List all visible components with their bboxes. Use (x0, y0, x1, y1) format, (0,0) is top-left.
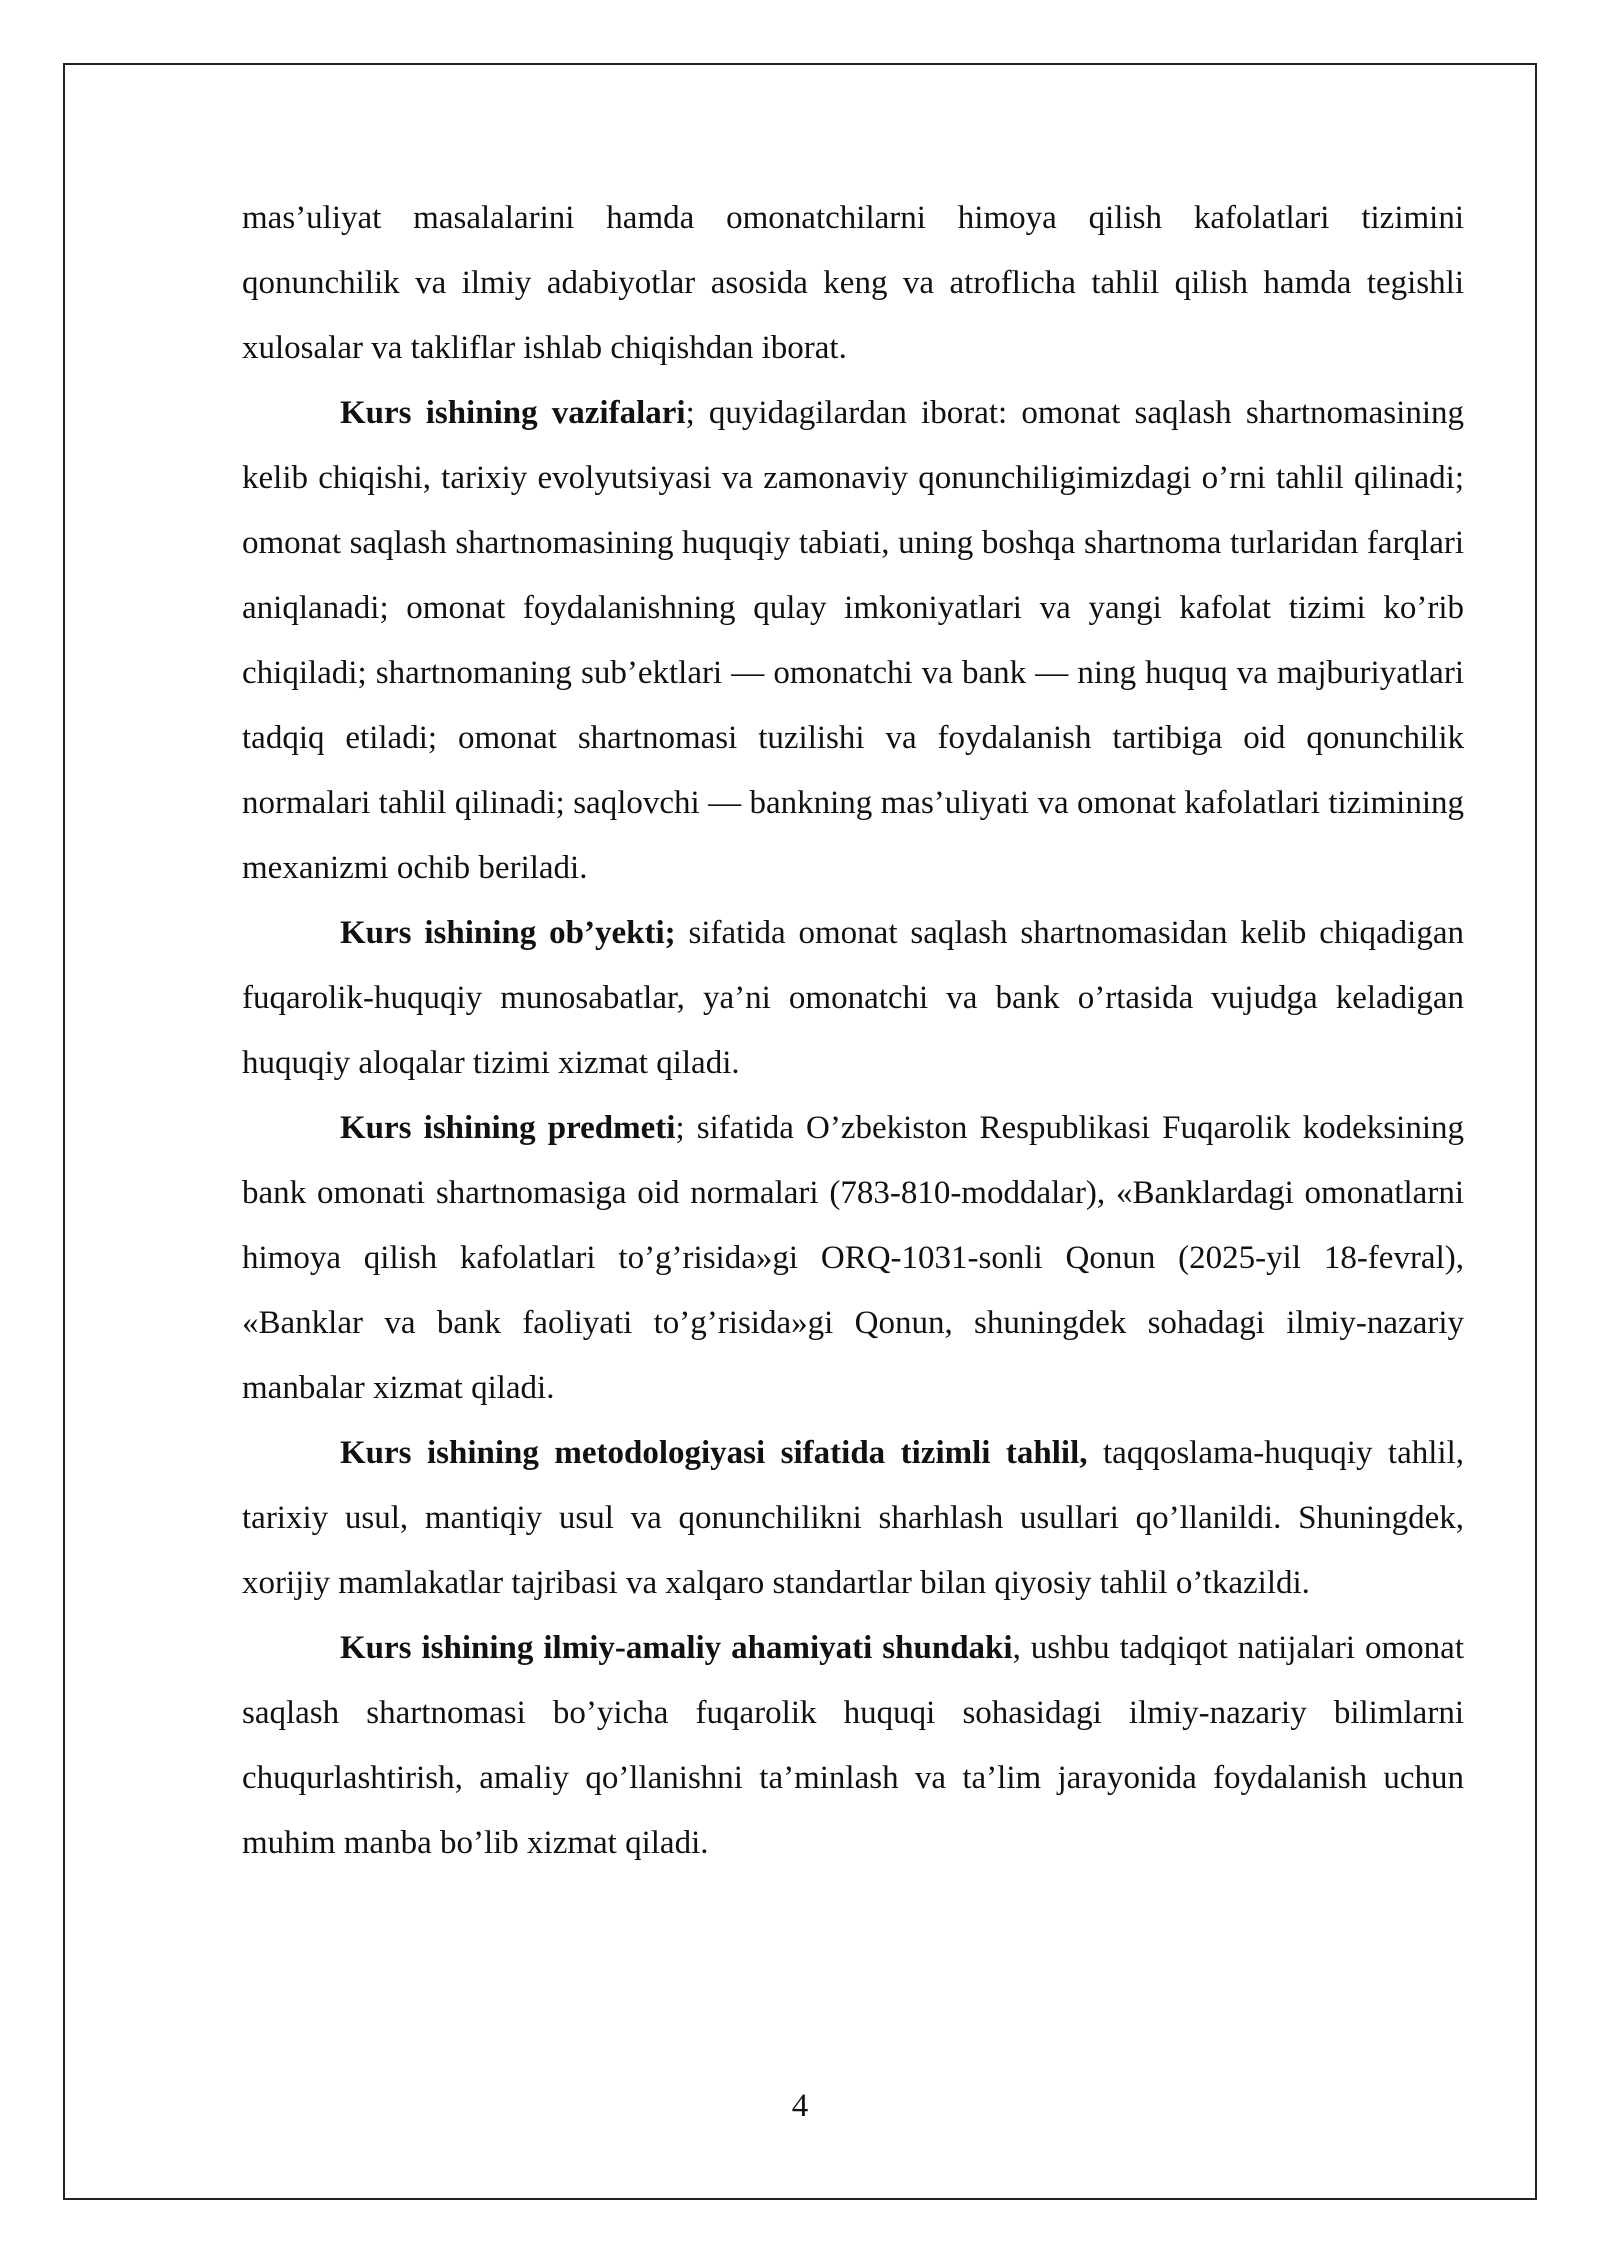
paragraph-significance: Kurs ishining ilmiy-amaliy ahamiyati shundaki, ushbu tadqiqot natijalari omonat saqlash shartnomasi bo’yicha fuqarolik huquqi sohasidagi ilmiy-nazariy bilimlarni chuqurlashtirish, amaliy qo’llanishni ta’minlash va ta’lim jarayonida foydalanish uchun muhim manba bo’lib xizmat qiladi. (242, 1630, 1464, 1861)
paragraph-heading: Kurs ishining metodologiyasi sifatida tizimli tahlil, (340, 1435, 1088, 1471)
paragraph-heading: Kurs ishining predmeti (340, 1110, 676, 1146)
page-number: 4 (791, 2088, 809, 2124)
paragraph-heading: Kurs ishining ilmiy-amaliy ahamiyati shundaki (340, 1630, 1013, 1666)
paragraph-heading: Kurs ishining ob’yekti; (340, 915, 676, 951)
paragraph-methodology: Kurs ishining metodologiyasi sifatida tizimli tahlil, taqqoslama-huquqiy tahlil, tarixiy usul, mantiqiy usul va qonunchilikni sharhlash usullari qo’llanildi. Shuningdek, xorijiy mamlakatlar tajribasi va xalqaro standartlar bilan qiyosiy tahlil o’tkazildi. (242, 1435, 1464, 1601)
paragraph-purpose-continuation: mas’uliyat masalalarini hamda omonatchilarni himoya qilish kafolatlari tizimini qonunchilik va ilmiy adabiyotlar asosida keng va atroflicha tahlil qilish hamda tegishli xulosalar va takliflar ishlab chiqishdan iborat. (242, 200, 1464, 366)
document-body (242, 186, 1464, 1876)
paragraph-heading: Kurs ishining vazifalari (340, 395, 686, 431)
paragraph-object: Kurs ishining ob’yekti; sifatida omonat saqlash shartnomasidan kelib chiqadigan fuqarolik-huquqiy munosabatlar, ya’ni omonatchi va bank o’rtasida vujudga keladigan huquqiy aloqalar tizimi xizmat qiladi. (242, 915, 1464, 1081)
paragraph-tasks: Kurs ishining vazifalari; quyidagilardan iborat: omonat saqlash shartnomasining kelib chiqishi, tarixiy evolyutsiyasi va zamonaviy qonunchiligimizdagi o’rni tahlil qilinadi; omonat saqlash shartnomasining huquqiy tabiati, uning boshqa shartnoma turlaridan farqlari aniqlanadi; omonat foydalanishning qulay imkoniyatlari va yangi kafolat tizimi ko’rib chiqiladi; shartnomaning sub’ektlari — omonatchi va bank — ning huquq va majburiyatlari tadqiq etiladi; omonat shartnomasi tuzilishi va foydalanish tartibiga oid qonunchilik normalari tahlil qilinadi; saqlovchi — bankning mas’uliyati va omonat kafolatlari tizimining mexanizmi ochib beriladi. (242, 395, 1464, 886)
paragraph-subject: Kurs ishining predmeti; sifatida O’zbekiston Respublikasi Fuqarolik kodeksining bank omonati shartnomasiga oid normalari (783-810-moddalar), «Banklardagi omonatlarni himoya qilish kafolatlari to’g’risida»gi ORQ-1031-sonli Qonun (2025-yil 18-fevral), «Banklar va bank faoliyati to’g’risida»gi Qonun, shuningdek sohadagi ilmiy-nazariy manbalar xizmat qiladi. (242, 1110, 1464, 1406)
